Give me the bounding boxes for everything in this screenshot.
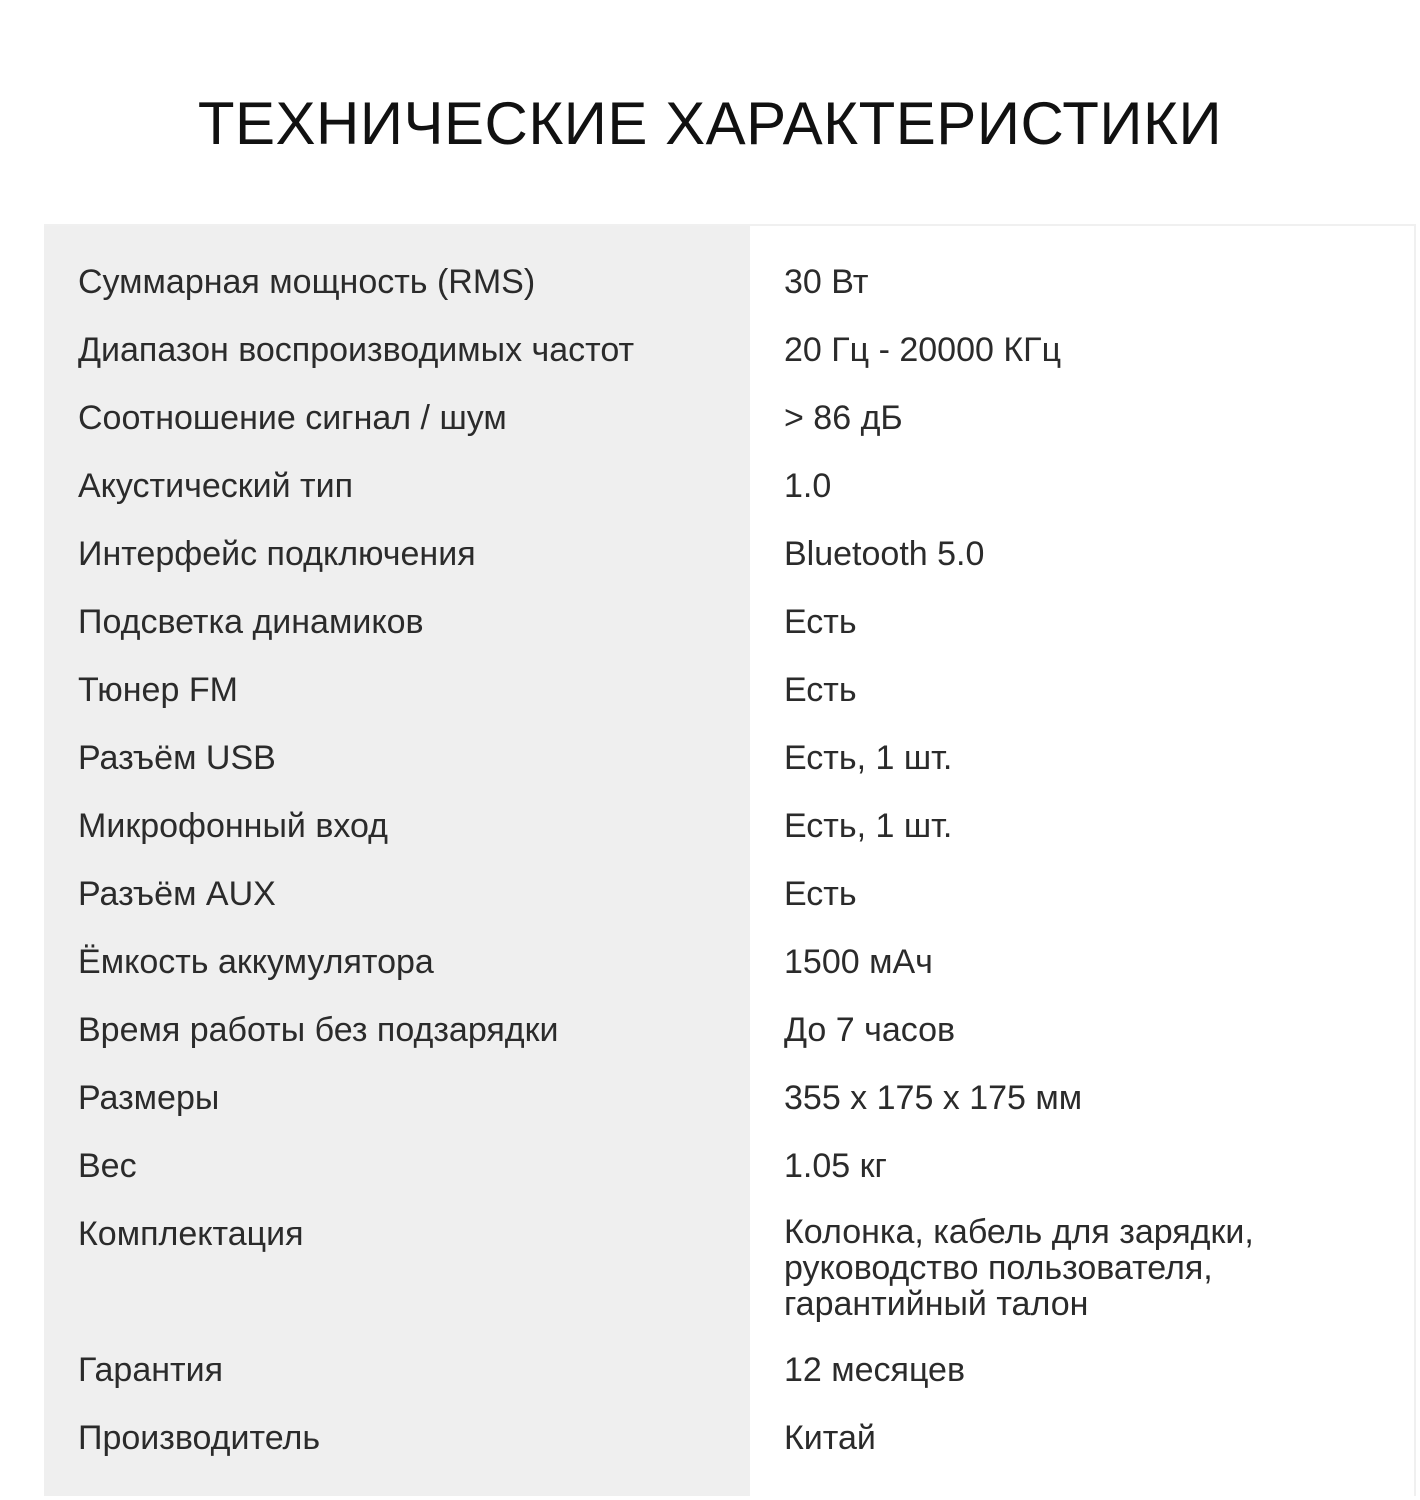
spec-label: Акустический тип (78, 467, 354, 505)
spec-label: Размеры (78, 1079, 220, 1117)
spec-label: Суммарная мощность (RMS) (78, 263, 536, 301)
spec-label: Тюнер FM (78, 671, 238, 709)
spec-labels-column (44, 226, 750, 1496)
spec-value: 20 Гц - 20000 КГц (784, 331, 1062, 369)
spec-label: Время работы без подзарядки (78, 1011, 559, 1049)
spec-value: Есть, 1 шт. (784, 739, 953, 777)
spec-value: 12 месяцев (784, 1351, 966, 1389)
spec-label: Диапазон воспроизводимых частот (78, 331, 635, 369)
spec-label: Подсветка динамиков (78, 603, 424, 641)
spec-value: Bluetooth 5.0 (784, 535, 985, 573)
spec-value: Китай (784, 1419, 876, 1457)
spec-table (44, 224, 1416, 1496)
page-title: ТЕХНИЧЕСКИЕ ХАРАКТЕРИСТИКИ (197, 90, 1223, 157)
spec-value: Есть (784, 671, 857, 709)
spec-label: Вес (78, 1147, 137, 1185)
spec-value: 1500 мАч (784, 943, 933, 981)
spec-value: Есть (784, 875, 857, 913)
spec-value: 1.05 кг (784, 1147, 887, 1185)
spec-value-row (750, 1206, 1414, 1342)
spec-label: Разъём AUX (78, 875, 276, 913)
spec-label: Ёмкость аккумулятора (78, 943, 434, 981)
spec-label: Микрофонный вход (78, 807, 389, 845)
spec-value: До 7 часов (784, 1011, 956, 1049)
spec-value: > 86 дБ (784, 399, 903, 437)
spec-value: Есть (784, 603, 857, 641)
spec-value: Есть, 1 шт. (784, 807, 953, 845)
spec-values-column (750, 226, 1414, 1496)
spec-label: Гарантия (78, 1351, 223, 1389)
spec-value: Колонка, кабель для зарядки, руководство пользователя, гарантийный талон (784, 1213, 1254, 1323)
spec-label: Интерфейс подключения (78, 535, 476, 573)
spec-label: Разъём USB (78, 739, 276, 777)
spec-value: 30 Вт (784, 263, 869, 301)
spec-value: 355 x 175 x 175 мм (784, 1079, 1083, 1117)
spec-label: Соотношение сигнал / шум (78, 399, 507, 437)
spec-label: Производитель (78, 1419, 321, 1457)
spec-value: 1.0 (784, 467, 832, 505)
spec-label: Комплектация (78, 1215, 304, 1253)
